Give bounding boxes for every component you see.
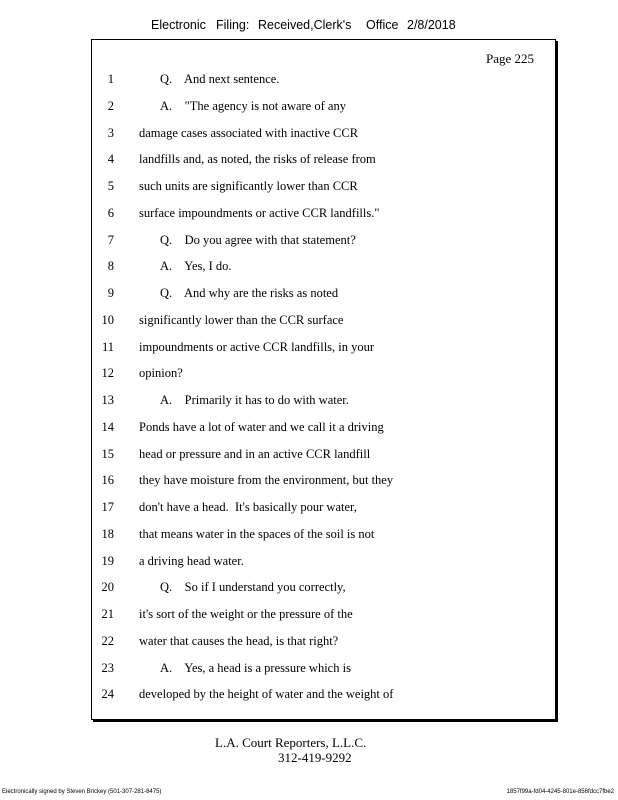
line-number: 19 bbox=[101, 553, 114, 568]
transcript-line bbox=[0, 233, 618, 253]
line-text: it's sort of the weight or the pressure of the bbox=[139, 607, 353, 621]
line-text: Q. And why are the risks as noted bbox=[160, 286, 339, 300]
transcript-line bbox=[0, 447, 618, 467]
line-text: water that causes the head, is that right? bbox=[139, 633, 339, 648]
transcript-line bbox=[0, 206, 618, 226]
line-text: that means water in the spaces of the soil is not bbox=[139, 526, 375, 541]
transcript-line bbox=[0, 687, 618, 707]
header-received: Received,Clerk's bbox=[258, 18, 352, 32]
transcript-line bbox=[0, 634, 618, 654]
line-text: Q. And next sentence. bbox=[160, 72, 280, 86]
transcript-line bbox=[0, 313, 618, 333]
transcript-line bbox=[0, 259, 618, 279]
line-number: 10 bbox=[101, 312, 114, 327]
transcript-line bbox=[0, 286, 618, 306]
line-number: 1 bbox=[107, 72, 114, 86]
electronic-signature: Electronically signed by Steven Brickey (501-307-281-8475) bbox=[2, 789, 162, 795]
transcript-line bbox=[0, 527, 618, 547]
footer-phone: 312-419-9292 bbox=[278, 750, 352, 765]
header-date: 2/8/2018 bbox=[407, 18, 456, 32]
line-number: 23 bbox=[101, 660, 114, 675]
line-text: don't have a head. It's basically pour water, bbox=[139, 500, 357, 514]
transcript-line bbox=[0, 179, 618, 199]
line-number: 3 bbox=[107, 125, 114, 140]
transcript-line bbox=[0, 72, 618, 92]
line-number: 15 bbox=[101, 446, 114, 461]
transcript-line bbox=[0, 473, 618, 493]
line-number: 2 bbox=[107, 98, 114, 113]
line-number: 16 bbox=[101, 473, 114, 488]
line-number: 5 bbox=[107, 179, 114, 193]
line-text: they have moisture from the environment, but they bbox=[139, 473, 394, 488]
transcript-line bbox=[0, 607, 618, 627]
line-number: 17 bbox=[101, 500, 114, 514]
transcript-line bbox=[0, 340, 618, 360]
line-text: a driving head water. bbox=[139, 553, 244, 568]
line-text: significantly lower than the CCR surface bbox=[139, 312, 344, 327]
line-text: surface impoundments or active CCR landfills." bbox=[139, 205, 380, 220]
header-filing: Filing: bbox=[216, 18, 250, 32]
line-text: A. Yes, a head is a pressure which is bbox=[160, 660, 351, 675]
line-number: 18 bbox=[101, 526, 114, 541]
line-text: A. Yes, I do. bbox=[160, 259, 232, 274]
line-number: 12 bbox=[101, 366, 114, 381]
filing-header bbox=[0, 18, 618, 38]
line-number: 7 bbox=[107, 232, 114, 247]
line-text: such units are significantly lower than CCR bbox=[139, 179, 358, 193]
line-text: damage cases associated with inactive CCR bbox=[139, 125, 359, 140]
line-text: developed by the height of water and the weight of bbox=[139, 687, 394, 702]
line-text: opinion? bbox=[139, 366, 183, 381]
transcript-line bbox=[0, 393, 618, 413]
line-number: 4 bbox=[107, 152, 114, 167]
line-text: Q. So if I understand you correctly, bbox=[160, 580, 346, 595]
line-text: impoundments or active CCR landfills, in your bbox=[139, 339, 375, 354]
line-number: 8 bbox=[107, 259, 114, 274]
line-text: Ponds have a lot of water and we call it a driving bbox=[139, 419, 384, 434]
header-office: Office bbox=[366, 18, 399, 32]
transcript-line bbox=[0, 661, 618, 681]
transcript-line bbox=[0, 580, 618, 600]
line-text: A. Primarily it has to do with water. bbox=[160, 393, 349, 407]
line-number: 20 bbox=[101, 580, 114, 595]
line-number: 9 bbox=[107, 286, 114, 300]
transcript-line bbox=[0, 500, 618, 520]
line-number: 13 bbox=[101, 393, 114, 407]
transcript-line bbox=[0, 366, 618, 386]
transcript-line bbox=[0, 99, 618, 119]
page-number: Page 225 bbox=[485, 51, 534, 66]
line-number: 11 bbox=[101, 339, 114, 354]
transcript-line bbox=[0, 126, 618, 146]
line-number: 22 bbox=[101, 633, 114, 648]
line-number: 24 bbox=[101, 687, 114, 702]
transcript-line bbox=[0, 152, 618, 172]
document-hash: 1857f99a-fd04-4245-801e-856fdcc7fbe2 bbox=[506, 789, 614, 795]
line-text: landfills and, as noted, the risks of release from bbox=[139, 152, 376, 167]
line-text: head or pressure and in an active CCR landfill bbox=[139, 446, 371, 461]
line-number: 21 bbox=[101, 607, 114, 621]
line-text: A. "The agency is not aware of any bbox=[160, 98, 346, 113]
header-electronic: Electronic bbox=[151, 18, 206, 32]
line-text: Q. Do you agree with that statement? bbox=[160, 232, 356, 247]
footer-company: L.A. Court Reporters, L.L.C. bbox=[215, 735, 367, 750]
transcript-line bbox=[0, 420, 618, 440]
line-number: 6 bbox=[107, 205, 114, 220]
transcript-line bbox=[0, 554, 618, 574]
line-number: 14 bbox=[101, 419, 114, 434]
